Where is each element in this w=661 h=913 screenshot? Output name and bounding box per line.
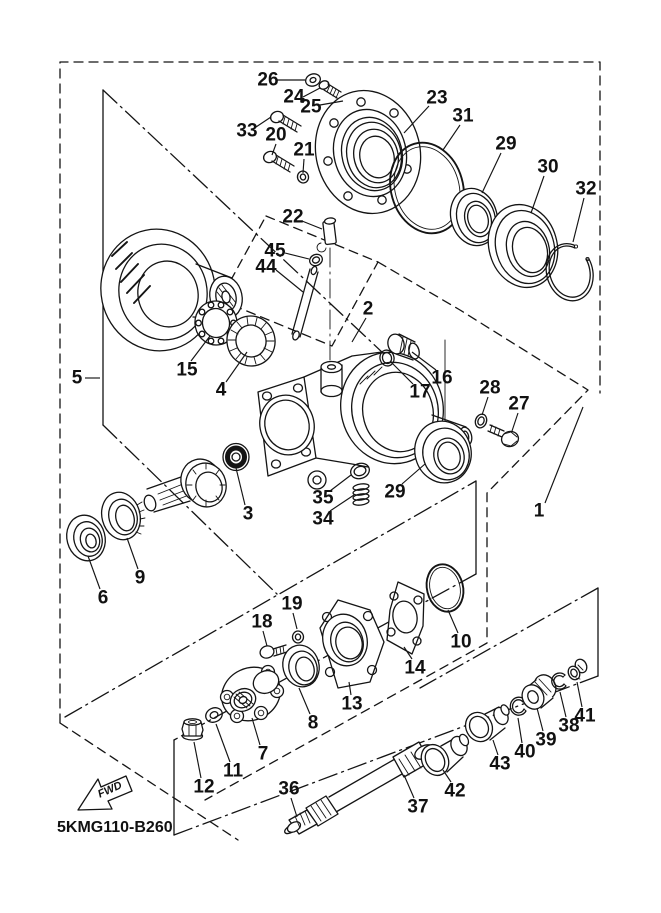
callout-7: 7 — [257, 743, 269, 765]
callout-32: 32 — [575, 178, 597, 200]
callout-11: 11 — [222, 760, 244, 782]
callout-9: 9 — [134, 567, 146, 589]
washer-28 — [473, 413, 488, 430]
callout-30: 30 — [537, 156, 559, 178]
callout-36: 36 — [278, 778, 300, 800]
callout-19: 19 — [281, 593, 303, 615]
callout-10: 10 — [450, 631, 472, 653]
callout-37: 37 — [407, 796, 429, 818]
leader-37 — [404, 775, 414, 798]
callout-35: 35 — [312, 487, 334, 509]
o-ring-45 — [308, 252, 324, 267]
leader-40 — [518, 718, 522, 743]
o-ring-10 — [422, 560, 469, 615]
callout-3: 3 — [242, 503, 254, 525]
leader-1 — [545, 407, 583, 503]
leader-36 — [291, 798, 297, 817]
callout-20: 20 — [265, 124, 287, 146]
callout-12: 12 — [193, 776, 215, 798]
callout-42: 42 — [444, 780, 466, 802]
callout-26: 26 — [257, 69, 279, 91]
leader-41 — [577, 682, 582, 707]
callout-5: 5 — [71, 367, 83, 389]
leader-39 — [537, 708, 543, 731]
oil-seal-8 — [278, 641, 324, 691]
callout-2: 2 — [362, 298, 374, 320]
callout-28: 28 — [479, 377, 501, 399]
fwd-label: FWD — [96, 779, 124, 801]
callout-17: 17 — [409, 381, 431, 403]
bolt-24 — [318, 79, 341, 98]
drive-pinion-shaft — [142, 455, 231, 513]
callout-31: 31 — [452, 105, 474, 127]
coupling-flange-7 — [213, 658, 289, 730]
callout-29: 29 — [384, 481, 406, 503]
nut-12 — [182, 719, 203, 740]
callout-6: 6 — [97, 587, 109, 609]
fwd-arrow — [78, 776, 132, 810]
leader-9 — [127, 538, 138, 569]
bolt-18 — [258, 644, 287, 660]
callout-14: 14 — [404, 657, 426, 679]
plane-lines — [65, 87, 598, 835]
leader-22 — [302, 221, 322, 229]
washer-19 — [293, 631, 304, 643]
washer-11 — [203, 705, 224, 725]
leader-8 — [299, 688, 310, 714]
callout-40: 40 — [514, 741, 536, 763]
callout-38: 38 — [558, 715, 580, 737]
leader-30 — [531, 176, 544, 213]
bolt-20 — [262, 150, 294, 172]
callout-18: 18 — [251, 611, 273, 633]
leader-11 — [216, 724, 230, 762]
callout-22: 22 — [282, 206, 304, 228]
callout-24: 24 — [283, 86, 305, 108]
callout-21: 21 — [293, 139, 315, 161]
callout-41: 41 — [574, 705, 596, 727]
breather-pipe-44 — [292, 266, 318, 341]
leader-6 — [88, 556, 100, 589]
bearing-housing-13 — [317, 600, 384, 688]
callout-4: 4 — [215, 379, 227, 401]
callout-1: 1 — [533, 500, 545, 522]
leader-28 — [482, 397, 488, 415]
leader-2 — [352, 318, 366, 342]
callout-25: 25 — [300, 96, 322, 118]
callout-8: 8 — [307, 712, 319, 734]
spring-screw-34 — [353, 483, 370, 506]
callout-29: 29 — [495, 133, 517, 155]
leader-34 — [330, 495, 354, 511]
needle-bearing-39 — [518, 671, 560, 713]
coupling-sleeve-42 — [416, 733, 470, 780]
callout-13: 13 — [341, 693, 363, 715]
callout-15: 15 — [176, 359, 198, 381]
diagram-code: 5KMG110-B260 — [57, 819, 173, 836]
leader-27 — [512, 413, 518, 431]
callout-27: 27 — [508, 393, 530, 415]
callout-43: 43 — [489, 753, 511, 775]
leader-7 — [252, 718, 260, 745]
bearing-3 — [223, 444, 249, 471]
leader-32 — [573, 198, 584, 242]
callout-33: 33 — [236, 120, 258, 142]
leader-38 — [560, 692, 566, 717]
bearing-housing-cover-23 — [303, 79, 434, 224]
gasket-14 — [387, 582, 424, 654]
snap-ring-38 — [552, 673, 566, 689]
callout-44: 44 — [255, 256, 277, 278]
bolt-27 — [488, 425, 520, 448]
callout-34: 34 — [312, 508, 334, 530]
leader-18 — [263, 631, 267, 646]
leader-31 — [443, 125, 460, 150]
callout-39: 39 — [535, 729, 557, 751]
leader-10 — [448, 610, 458, 633]
callout-23: 23 — [426, 87, 448, 109]
leader-3 — [236, 468, 245, 505]
leader-15 — [191, 336, 210, 361]
drive-shaft-37 — [286, 742, 436, 835]
callout-16: 16 — [431, 367, 453, 389]
bushing-41 — [566, 657, 589, 681]
leader-12 — [194, 742, 201, 778]
leader-29 — [482, 153, 501, 193]
callout-45: 45 — [264, 240, 286, 262]
leader-44 — [276, 270, 303, 292]
leader-45 — [285, 253, 309, 259]
leader-19 — [293, 613, 297, 629]
